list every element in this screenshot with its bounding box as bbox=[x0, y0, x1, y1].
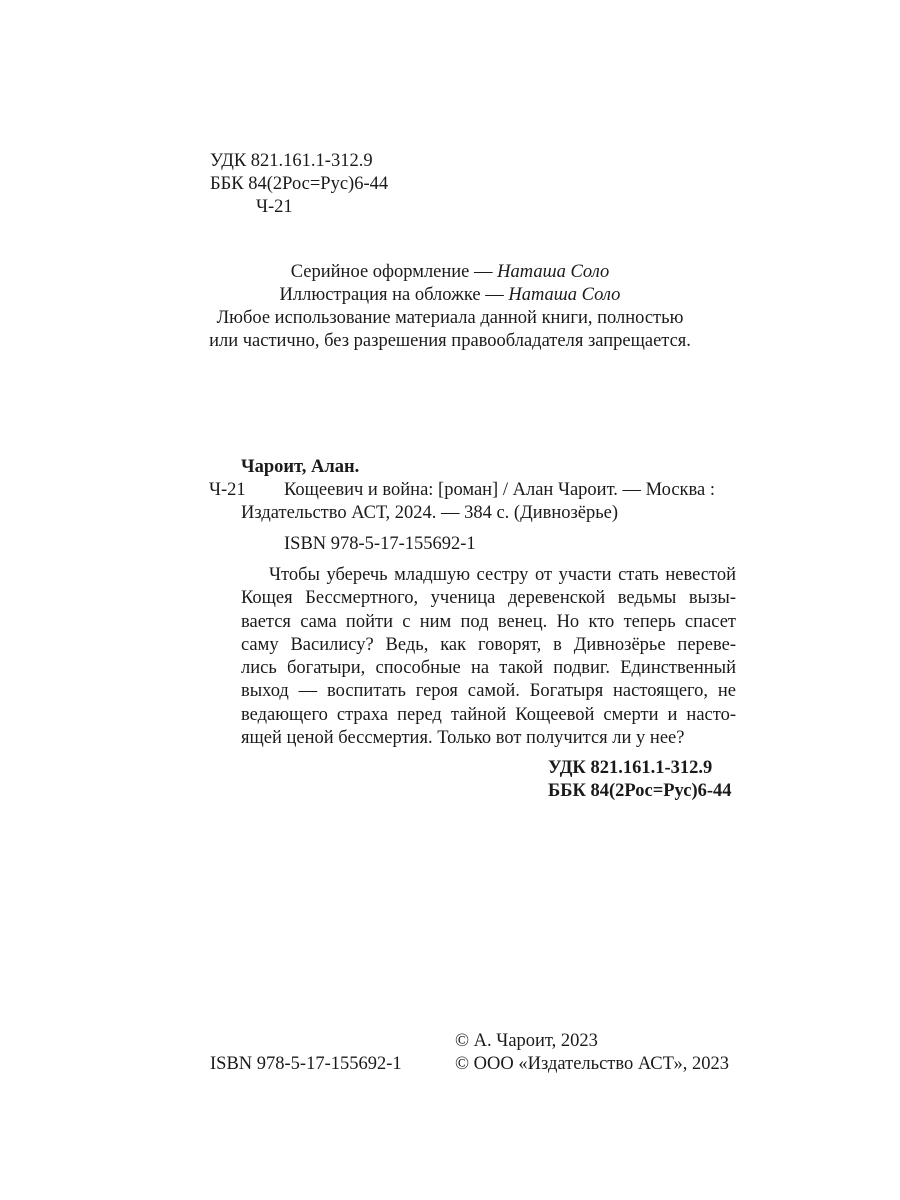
cover-illustration-label: Иллюстрация на обложке — bbox=[279, 285, 509, 305]
annotation-line: лись богатыри, способные на такой подвиг. Единственный bbox=[241, 658, 736, 679]
rights-line-2: или частично, без разрешения правообладателя запрещается. bbox=[209, 331, 691, 351]
description-line-2: Издательство АСТ, 2024. — 384 с. (Дивнозёрье) bbox=[241, 503, 619, 523]
udk-bottom: УДК 821.161.1-312.9 bbox=[548, 758, 713, 778]
isbn-record: ISBN 978-5-17-155692-1 bbox=[284, 534, 476, 554]
annotation-line: саму Василису? Ведь, как говорят, в Дивнозёрье переве- bbox=[241, 634, 736, 655]
cover-illustration-line bbox=[0, 284, 900, 307]
bbk-top: ББК 84(2Рос=Рус)6-44 bbox=[210, 174, 389, 194]
copyright-publisher: © ООО «Издательство АСТ», 2023 bbox=[455, 1054, 729, 1074]
rights-line-1: Любое использование материала данной книги, полностью bbox=[216, 308, 684, 328]
author-mark-top: Ч-21 bbox=[256, 197, 293, 217]
copyright-author: © А. Чароит, 2023 bbox=[455, 1031, 598, 1051]
bbk-bottom: ББК 84(2Рос=Рус)6-44 bbox=[548, 781, 732, 801]
annotation-line: вается сама пойти с ним под венец. Но кто теперь спасет bbox=[241, 611, 736, 632]
credits-block bbox=[0, 261, 900, 353]
annotation-line: ящей ценой бессмертия. Только вот получится ли у нее? bbox=[241, 728, 685, 749]
annotation bbox=[241, 564, 736, 750]
description-line-1: Кощеевич и война: [роман] / Алан Чароит. — Москва : bbox=[284, 480, 716, 500]
annotation-line: Чтобы уберечь младшую сестру от участи стать невестой bbox=[269, 565, 736, 585]
author-heading: Чароит, Алан. bbox=[241, 457, 360, 477]
isbn-footer: ISBN 978-5-17-155692-1 bbox=[210, 1054, 402, 1074]
annotation-line: ведающего страха перед тайной Кощеевой смерти и насто- bbox=[241, 704, 736, 725]
series-design-line bbox=[0, 261, 900, 284]
cover-illustration-name: Наташа Соло bbox=[508, 285, 621, 305]
series-design-name: Наташа Соло bbox=[497, 262, 610, 282]
series-design-label: Серийное оформление — bbox=[290, 262, 498, 282]
udk-top: УДК 821.161.1-312.9 bbox=[210, 151, 373, 171]
annotation-line: выход — воспитать героя самой. Богатыря настоящего, не bbox=[241, 681, 736, 702]
annotation-line: Кощея Бессмертного, ученица деревенской ведьмы вызы- bbox=[241, 588, 736, 609]
author-mark-record: Ч-21 bbox=[209, 480, 246, 500]
